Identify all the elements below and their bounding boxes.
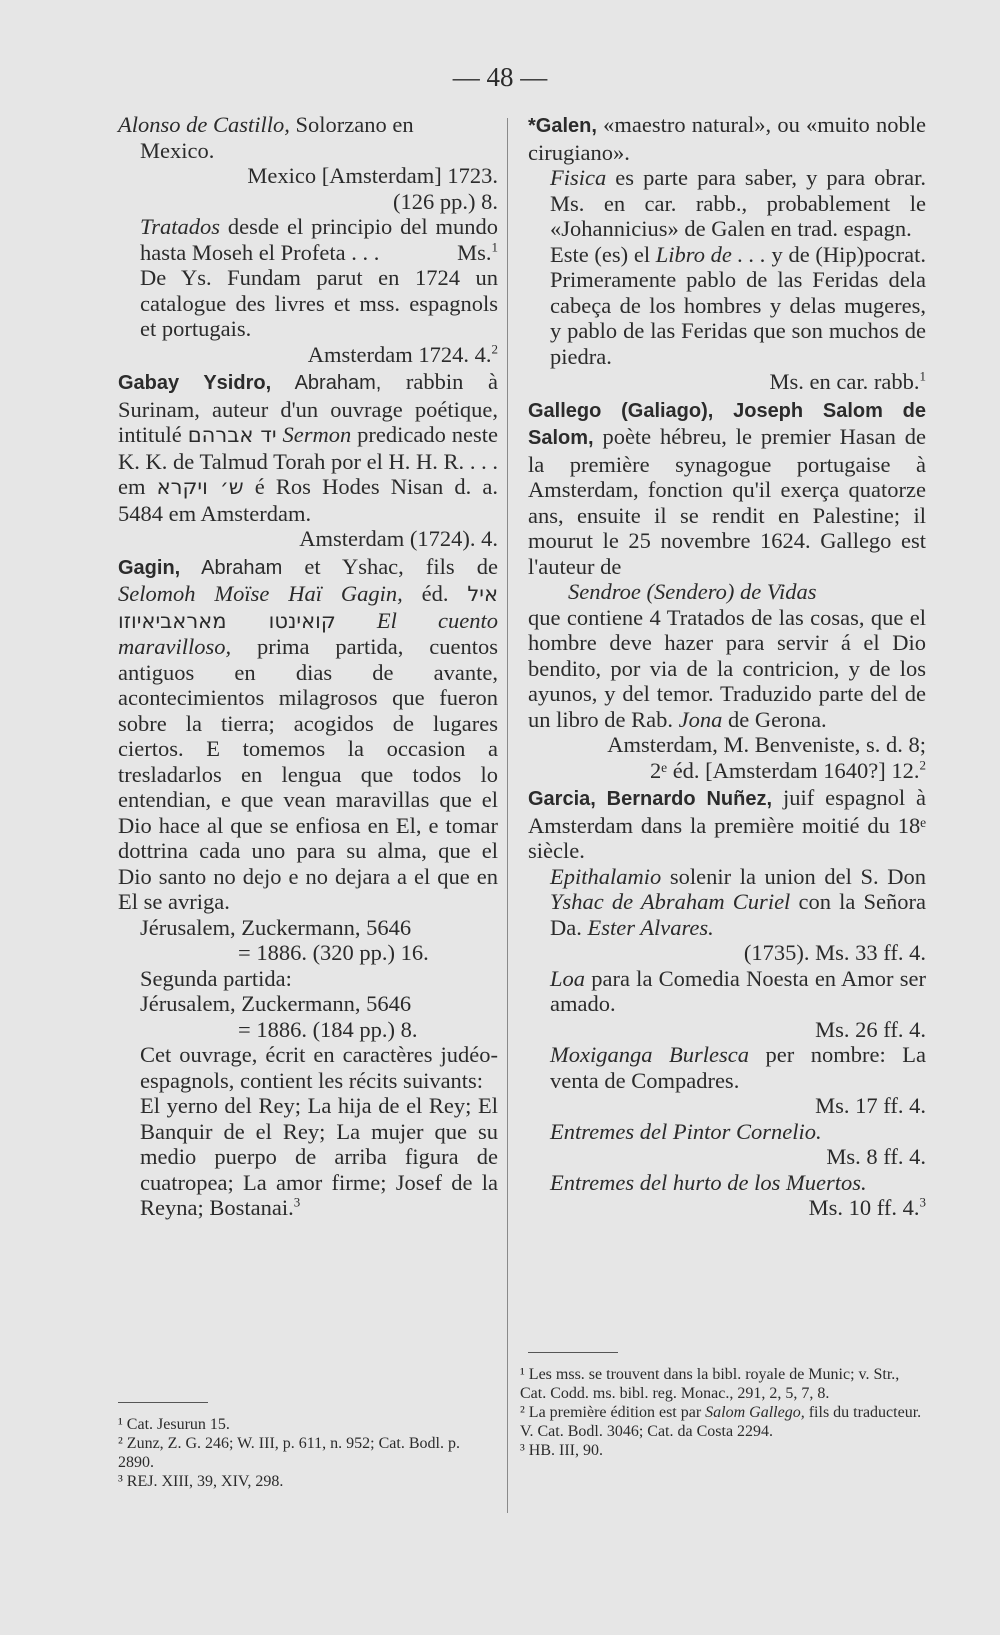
footnote-rule	[528, 1352, 618, 1353]
footnote: ³ HB. III, 90.	[520, 1442, 604, 1459]
entry-heading: Gabay Ysidro,	[118, 372, 272, 394]
work-item: Entremes del hurto de los Muertos.	[550, 1169, 867, 1195]
entry-heading: Gallego (Galiago),	[528, 399, 714, 422]
entry-heading: *Galen,	[528, 115, 597, 137]
footnote-rule	[118, 1402, 208, 1403]
entry-gagin: Gagin, Abraham et Yshac, fils de Selomoh Moïse Haï Gagin, éd. איל קואינטו מאראביאיוזו El cuento maravilloso, prima partida, cuentos antiguos en dias de avante, acontecimientos milagrosos que fueron sobre la tierra; acogidos de lugares ciertos. E tomemos la occasion a tresladarlos en lengua que todos lo entendian, e que vean maravillas que el Dio hace al que se enfiosa en El, e tomar dottrina cada uno para su alma, que el Dio santo no dejo e no dejara a el que en El se avriga. Jérusalem, Zuckermann, 5646 = 1886. (320 pp.) 16. Segunda partida: Jérusalem, Zuckermann, 5646 = 1886. (184 pp.) 8. Cet ouvrage, écrit en caractères judéo-espagnols, contient les récits suivants: El yerno del Rey; La hija de el Rey; El Banquir de el Rey; La mujer que su medio puerpo de arriba figura de cuatropea; La amor firme; Josef de la Reyna; Bostanai.$^3$	[118, 553, 498, 1220]
page-number: — 48 —	[452, 62, 548, 92]
hebrew-title: איל קואינטו מאראביאיוזו	[118, 582, 498, 633]
entry-garcia: Garcia, Bernardo Nuñez, juif espagnol à Amsterdam dans la première moitié du 18ᵉ siècle. Epithalamio solenir la union del S. Don Yshac de Abraham Curiel con la Señora Da. Ester Alvares. (1735). Ms. 33 ff. 4. Loa para la Comedia Noesta en Amor ser amado. Ms. 26 ff. 4. Moxiganga Burlesca per nombre: La venta de Compadres. Ms. 17 ff. 4. Entremes del Pintor Cornelio. Ms. 8 ff. 4. Entremes del hurto de los Muertos. Ms. 10 ff. 4.$^3$	[528, 785, 927, 1220]
left-column	[118, 112, 498, 1223]
right-column	[528, 112, 926, 1223]
footnote: ¹ Les mss. se trouvent dans la bibl. royale de Munic; v. Str., Cat. Codd. ms. bibl. reg. Monac., 291, 2, 5, 7, 8.	[520, 1366, 900, 1402]
work-item: Entremes del Pintor Cornelio.	[550, 1118, 822, 1144]
entry-galen: *Galen, «maestro natural», ou «muito noble cirugiano». Fisica es parte para saber, y para obrar. Ms. en car. rabb., probablement le «Johannicius» de Galen en trad. espagn. Este (es) el Libro de . . . y de (Hip)pocrat. Primeramente pablo de las Feridas dela cabeça de los hombres y delas mugeres, y pablo de las Feridas que son muchos de piedra. Ms. en car. rabb.$^1$	[528, 112, 926, 394]
entry-heading: Gagin,	[118, 556, 181, 579]
footnote: ² Zunz, Z. G. 246; W. III, p. 611, n. 952; Cat. Bodl. p. 2890.	[118, 1435, 460, 1471]
entry-gallego: Gallego (Galiago), Joseph Salom de Salom, poète hébreu, le premier Hasan de la première synagogue portugaise à Amsterdam, fonction qu'il exerça quatorze ans, ensuite il se rendit en Palestine; il mourut le 25 novembre 1624. Gallego est l'auteur de Sendroe (Sendero) de Vidas que contiene 4 Tratados de las cosas, que el hombre deve hazer para servir á el Dio bendito, por via de la contricion, y de los ayunos, y del temor. Traduzido parte del de un libro de Rab. Jona de Gerona. Amsterdam, M. Benveniste, s. d. 8; 2ᵉ éd. [Amsterdam 1640?] 12.$^2$	[528, 399, 926, 783]
footnote: ¹ Cat. Jesurun 15.	[118, 1416, 230, 1433]
work-item: Epithalamio solenir la union del S. Don Yshac de Abraham Curiel con la Señora Da. Ester Alvares.	[550, 863, 926, 940]
entry-gabay: Gabay Ysidro, Abraham, rabbin à Surinam, auteur d'un ouvrage poétique, intitulé יד אברהם Sermon predicado neste K. K. de Talmud Torah por el H. H. R. . . . em ש׳ ויקרא é Ros Hodes Nisan d. a. 5484 em Amsterdam. Amsterdam (1724). 4.	[118, 369, 499, 551]
work-item: Moxiganga Burlesca per nombre: La venta de Compadres.	[550, 1042, 926, 1093]
work-title: Tratados	[140, 214, 221, 239]
hebrew-title: יד אברהם	[187, 423, 277, 447]
column-divider	[507, 118, 508, 1513]
entry-heading: Garcia,	[528, 788, 596, 810]
right-footnotes	[520, 1365, 928, 1460]
left-footnotes	[118, 1415, 498, 1491]
author-name: Alonso de Castillo,	[118, 112, 290, 137]
work-item: Loa para la Comedia Noesta en Amor ser amado.	[550, 965, 926, 1016]
footnote: ² La première édition est par Salom Gallego, fils du traducteur. V. Cat. Bodl. 3046; Cat. da Costa 2294.	[520, 1404, 922, 1440]
footnote: ³ REJ. XIII, 39, XIV, 298.	[118, 1473, 284, 1490]
entry-castillo: Alonso de Castillo, Solorzano en Mexico. Mexico [Amsterdam] 1723. (126 pp.) 8. Tratados desde el principio del mundo hasta Moseh el Profeta . . . Ms.$^1$ De Ys. Fundam parut en 1724 un catalogue des livres et mss. espagnols et portugais. Amsterdam 1724. 4.$^2$	[118, 112, 498, 367]
